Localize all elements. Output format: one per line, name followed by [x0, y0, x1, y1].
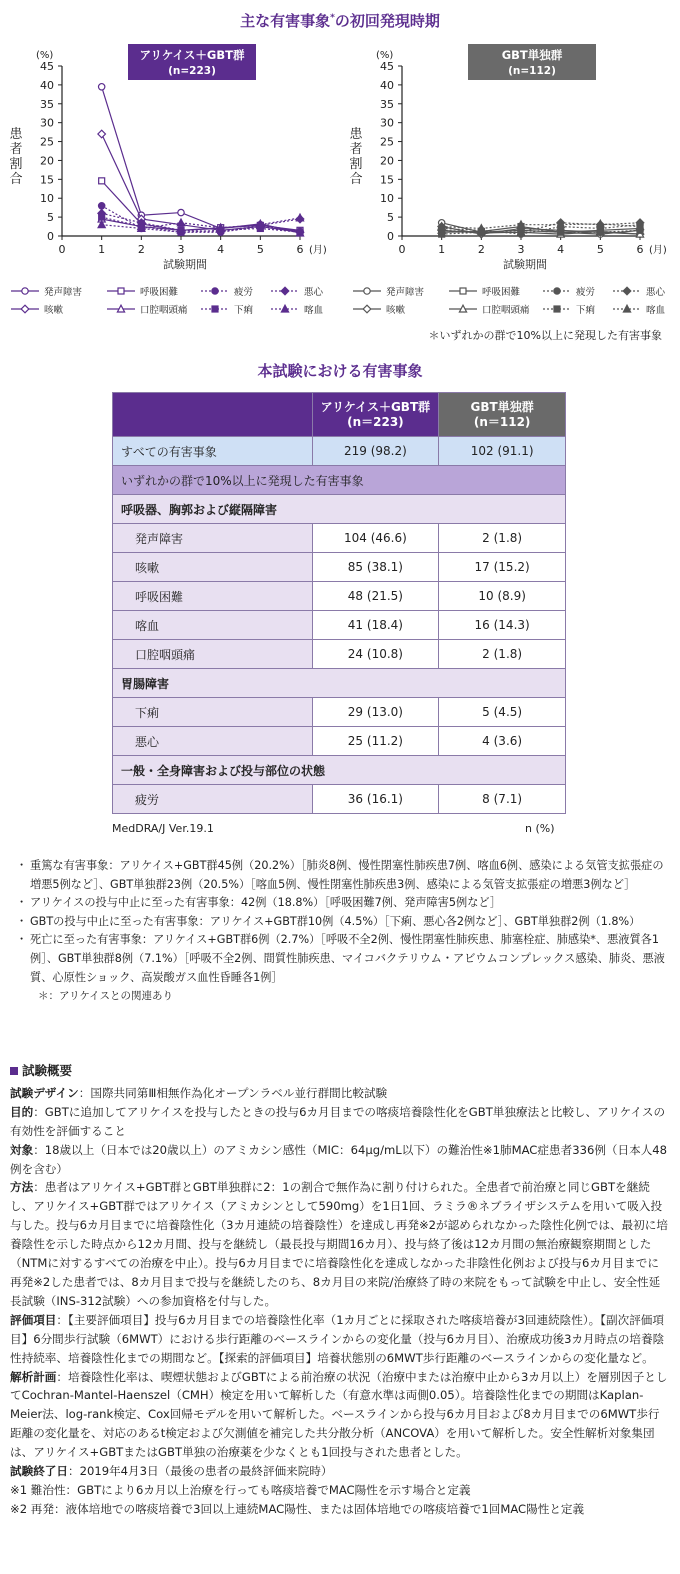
legend-label: 咳嗽 [44, 305, 64, 316]
group-box-n: (n=223) [168, 65, 216, 77]
cell-gbt-alone: 16 (14.3) [439, 611, 566, 640]
x-tick-label: 3 [517, 243, 525, 256]
legend-item [448, 284, 520, 298]
y-tick-label: 25 [40, 135, 54, 149]
data-point [98, 203, 104, 209]
table-category-row [113, 495, 566, 524]
data-point [597, 229, 603, 235]
summary-endpoint: 評価項目：【主要評価項目】投与6カ月目までの培養陰性化率（1カ月ごとに採取された喀痰培養が3回連続陰性）。【副次評価項目】6分間歩行試験（6MWT）における歩行距離のベースラインからの変化量（投与6カ月目）、治療成功後3カ月時点の培養陰性持続率、培養陰性化までの期間など。【探索的評価項目】培養状態別の6MWT歩行距離のベースラインからの変化量など。 [10, 1312, 665, 1365]
x-tick-label: 5 [596, 243, 604, 256]
summary-footnote-2: ※2 再発：液体培地での喀痰培養で3回以上連続MAC陽性、または固体培地での喀痰培養で1回MAC陽性と定義 [10, 1501, 585, 1516]
y-tick-label: 0 [47, 230, 54, 243]
y-tick-label: 30 [380, 116, 394, 130]
legend-combination-group [10, 284, 330, 320]
row-label: 発声障害 [113, 524, 313, 553]
legend-label: 咳嗽 [386, 305, 406, 316]
legend-marker [212, 306, 218, 312]
legend-item [352, 302, 405, 316]
cell-combination: 25 (11.2) [312, 727, 439, 756]
data-point [98, 130, 106, 138]
table-row [113, 698, 566, 727]
cell-gbt-alone: 5 (4.5) [439, 698, 566, 727]
table-row [113, 524, 566, 553]
x-tick-label: 1 [438, 243, 446, 256]
meddra-version: MedDRA/J Ver.19.1 [112, 822, 214, 835]
cell-combination: 41 (18.4) [312, 611, 439, 640]
x-axis-label: 試験期間 [163, 258, 207, 271]
y-tick-label: 20 [40, 154, 54, 168]
chart-combination-group [0, 40, 340, 280]
data-point [177, 219, 184, 226]
legend-label: 発声障害 [386, 287, 425, 298]
note-discontinuation-gbt: ・ GBTの投与中止に至った有害事象：アリケイス+GBT群10例（4.5%）［下痢、悪心各2例など］、GBT単独群2例（1.8%） [18, 913, 670, 932]
legend-label: 発声障害 [44, 287, 83, 298]
y-tick-label: 40 [40, 78, 54, 92]
legend-swatch [106, 303, 136, 315]
summary-subject: 対象：18歳以上（日本では20歳以上）のアミカシン感性（MIC：64μg/mL以下）の難治性※1肺MAC症患者336例（日本人48例を含む） [10, 1142, 668, 1176]
legend-marker [21, 305, 29, 313]
y-unit-label: (%) [36, 50, 54, 61]
table-row [113, 640, 566, 669]
table-corner [113, 393, 313, 437]
y-axis-label-char: 者 [9, 142, 23, 157]
x-tick-label: 6 [296, 243, 304, 256]
legend-item [352, 284, 424, 298]
y-axis-label-char: 合 [9, 172, 23, 187]
y-tick-label: 20 [380, 154, 394, 168]
line-chart-svg [340, 40, 680, 280]
note-discontinuation-arikayce: ・ アリケイスの投与中止に至った有害事象：42例（18.8%）［呼吸困難7例、発声障害5例など］ [18, 894, 670, 913]
group-box-n: (n=112) [508, 65, 556, 77]
legend-swatch [542, 303, 572, 315]
legend-marker [281, 287, 289, 295]
legend-item [270, 284, 323, 298]
y-axis-label-char: 患 [349, 127, 363, 142]
y-axis-label-char: 合 [349, 172, 363, 187]
legend-swatch [352, 303, 382, 315]
x-tick-label: 4 [557, 243, 565, 256]
line-chart-svg [0, 40, 340, 280]
legend-swatch [270, 303, 300, 315]
legend-swatch [200, 285, 230, 297]
table-category-row [113, 669, 566, 698]
legend-item [106, 302, 188, 316]
note-serious-ae: ・ 重篤な有害事象：アリケイス+GBT群45例（20.2%）［肺炎8例、慢性閉塞性肺疾患7例、喀血6例、感染による気管支拡張症の増悪5例など］、GBT単独群23例（20.5%）［喀血5例、慢性閉塞性肺疾患3例、感染による気管支拡張症の増悪3例など］ [18, 857, 670, 894]
legend-label: 口腔咽頭痛 [482, 305, 530, 316]
y-axis-label-char: 割 [9, 157, 23, 172]
data-point [98, 84, 104, 90]
adverse-event-table [112, 392, 566, 814]
x-unit-label: (月) [649, 245, 667, 256]
legend-swatch [542, 285, 572, 297]
legend-item [270, 302, 323, 316]
y-tick-label: 35 [40, 97, 54, 111]
legend-item [106, 284, 178, 298]
category-label: 呼吸器、胸郭および縦隔障害 [113, 495, 566, 524]
y-tick-label: 10 [380, 192, 394, 206]
cell-combination: 104 (46.6) [312, 524, 439, 553]
y-axis-label-char: 割 [349, 157, 363, 172]
cell-combination: 85 (38.1) [312, 553, 439, 582]
y-tick-label: 25 [380, 135, 394, 149]
group-box-title: GBT単独群 [501, 48, 563, 62]
legend-swatch [612, 303, 642, 315]
row-label: 下痢 [113, 698, 313, 727]
x-tick-label: 0 [398, 243, 406, 256]
study-summary [10, 1062, 670, 1519]
summary-footnote-1: ※1 難治性：GBTにより6カ月以上治療を行っても喀痰培養でMAC陽性を示す場合と定義 [10, 1482, 471, 1497]
series-2 [99, 178, 303, 233]
cell-gbt-alone: 17 (15.2) [439, 553, 566, 582]
y-tick-label: 45 [40, 60, 54, 73]
legend-label: 疲労 [234, 287, 254, 298]
cell-combination: 48 (21.5) [312, 582, 439, 611]
legend-item [10, 302, 63, 316]
legend-footnote: ＊いずれかの群で10%以上に発現した有害事象 [428, 329, 662, 342]
data-point [178, 209, 184, 215]
y-tick-label: 10 [40, 192, 54, 206]
row-label: 疲労 [113, 785, 313, 814]
y-axis-label-char: 者 [349, 142, 363, 157]
data-point [297, 229, 303, 235]
category-label: 一般・全身障害および投与部位の状態 [113, 756, 566, 785]
cell-gbt-alone: 10 (8.9) [439, 582, 566, 611]
legend-marker [363, 305, 371, 313]
legend-label: 下痢 [576, 305, 596, 316]
cell-gbt-alone: 4 (3.6) [439, 727, 566, 756]
y-axis-label-char: 患 [9, 127, 23, 142]
legend-label: 口腔咽頭痛 [140, 305, 188, 316]
legend-item [612, 284, 665, 298]
y-unit-label: (%) [376, 50, 394, 61]
y-tick-label: 15 [380, 173, 394, 187]
series-0 [438, 220, 643, 238]
series-3 [98, 215, 304, 236]
header-gbt-alone-group: GBT単独群 (n＝112) [439, 393, 566, 437]
legend-swatch [448, 285, 478, 297]
cell-combination: 36 (16.1) [312, 785, 439, 814]
legend-label: 呼吸困難 [482, 287, 521, 298]
legend-swatch [10, 285, 40, 297]
x-axis-label: 試験期間 [503, 258, 547, 271]
series-line [102, 87, 300, 232]
table-row [113, 727, 566, 756]
table-row [113, 582, 566, 611]
table-row [113, 785, 566, 814]
legend-label: 疲労 [576, 287, 596, 298]
x-tick-label: 3 [177, 243, 185, 256]
legend-item [612, 302, 665, 316]
legend-item [542, 302, 595, 316]
legend-swatch [352, 285, 382, 297]
summary-analysis: 解析計画：培養陰性化率は、喫煙状態およびGBTによる前治療の状況（治療中または治療中止から3カ月以上）を層別因子としてCochran-Mantel-Haenszel（CMH）検定を用いて解析した（有意水準は両側0.05）。培養陰性化までの期間はKaplan-Meier法、log-rank検定、Cox回帰モデルを用いて解析した。ベースラインから投与6カ月目および8カ月目までの6MWT歩行距離の変化量を、対応のあるt検定および欠測値を補完した共分散分析（ANCOVA）を用いて解析した。安全性解析対象集団は、アリケイス+GBTまたはGBT単独の治療薬を少なくとも1回投与された患者とした。 [10, 1369, 668, 1460]
legend-swatch [448, 303, 478, 315]
category-label: 胃腸障害 [113, 669, 566, 698]
row-label: 悪心 [113, 727, 313, 756]
table-row [113, 553, 566, 582]
summary-heading: 試験概要 [10, 1062, 670, 1081]
row-label: 口腔咽頭痛 [113, 640, 313, 669]
note-asterisk: ＊：アリケイスとの関連あり [38, 990, 174, 1003]
onset-title: 主な有害事象*の初回発現時期 [240, 12, 440, 30]
group-box-title: アリケイス＋GBT群 [139, 48, 245, 62]
safety-notes [18, 857, 670, 1006]
x-tick-label: 2 [137, 243, 145, 256]
legend-item [10, 284, 82, 298]
legend-item [200, 284, 253, 298]
summary-method: 方法：患者はアリケイス+GBT群とGBT単独群に2：1の割合で無作為に割り付けられた。全患者で前治療と同じGBTを継続し、アリケイス+GBT群ではアリケイス（アミカシンとして590mg）を1日1回、ラミラ®ネブライザシステムを用いて吸入投与した。投与6カ月目までに培養陰性化（3カ月連続の培養陰性）を達成し再発※2が認められなかった陰性化例では、最初に培養陰性を示した時点から12カ月間、投与を継続し（最長投与期間16カ月）、投与終了後は12カ月間の無治療観察期間とした（NTMに対するすべての治療を中止）。投与6カ月目までに培養陰性化を達成しなかった非陰性化例および投与6カ月目までに再発※2した患者では、8カ月目まで投与を継続したのち、8カ月目の来院/治療終了時の来院をもって試験を中止し、安全性延長試験（INS-312試験）への参加資格を付与した。 [10, 1180, 668, 1308]
y-tick-label: 30 [40, 116, 54, 130]
row-label: 呼吸困難 [113, 582, 313, 611]
legend-label: 呼吸困難 [140, 287, 179, 298]
legend-swatch [612, 285, 642, 297]
table-category-row [113, 756, 566, 785]
table-row-all-ae: すべての有害事象 219 (98.2) 102 (91.1) [113, 437, 566, 466]
legend-label: 悪心 [304, 287, 324, 298]
summary-end-date: 試験終了日：2019年4月3日（最後の患者の最終評価来院時） [10, 1464, 333, 1479]
cell-gbt-alone: 8 (7.1) [439, 785, 566, 814]
cell-gbt-alone: 2 (1.8) [439, 640, 566, 669]
cell-combination: 24 (10.8) [312, 640, 439, 669]
legend-label: 下痢 [234, 305, 254, 316]
table-row [113, 611, 566, 640]
legend-marker [212, 288, 218, 294]
cell-gbt-alone: 2 (1.8) [439, 524, 566, 553]
x-tick-label: 1 [98, 243, 106, 256]
legend-swatch [200, 303, 230, 315]
y-tick-label: 45 [380, 60, 394, 73]
legend-label: 悪心 [646, 287, 666, 298]
legend-marker [118, 288, 124, 294]
legend-marker [22, 288, 28, 294]
data-point [99, 178, 105, 184]
table-row-ten-percent: いずれかの群で10%以上に発現した有害事象 [113, 466, 566, 495]
legend-item [542, 284, 595, 298]
summary-purpose: 目的：GBTに追加してアリケイスを投与したときの投与6カ月目までの喀痰培養陰性化をGBT単独療法と比較し、アリケイスの有効性を評価すること [10, 1104, 666, 1138]
note-death: ・ 死亡に至った有害事象：アリケイス+GBT群6例（2.7%）［呼吸不全2例、慢性閉塞性肺疾患、肺塞栓症、肺感染*、悪液質各1例］、GBT単独群8例（7.1%）［呼吸不全2例、間質性肺疾患、マイコバクテリウム・アビウムコンプレックス感染、肺炎、悪液質、心原性ショック、高炭酸ガス血性昏睡各1例］ [18, 931, 670, 987]
x-tick-label: 6 [636, 243, 644, 256]
table-unit: n (%) [525, 822, 555, 835]
legend-marker [623, 287, 631, 295]
y-tick-label: 35 [380, 97, 394, 111]
cell-combination: 29 (13.0) [312, 698, 439, 727]
legend-gbt-alone-group [352, 284, 672, 320]
legend-label: 喀血 [304, 305, 324, 316]
legend-marker [554, 288, 560, 294]
data-point [558, 229, 564, 235]
summary-design: 試験デザイン：国際共同第Ⅲ相無作為化オープンラベル並行群間比較試験 [10, 1085, 388, 1100]
legend-swatch [270, 285, 300, 297]
legend-item [448, 302, 530, 316]
legend-marker [460, 288, 466, 294]
chart-gbt-alone-group [340, 40, 680, 280]
x-tick-label: 2 [477, 243, 485, 256]
header-combination-group: アリケイス＋GBT群 (n＝223) [312, 393, 439, 437]
x-tick-label: 5 [256, 243, 264, 256]
series-0 [98, 84, 303, 235]
legend-swatch [106, 285, 136, 297]
y-tick-label: 15 [40, 173, 54, 187]
y-tick-label: 5 [47, 211, 54, 225]
x-tick-label: 0 [58, 243, 66, 256]
legend-marker [554, 306, 560, 312]
y-tick-label: 5 [387, 211, 394, 225]
table-title: 本試験における有害事象 [257, 362, 423, 380]
legend-marker [364, 288, 370, 294]
row-label: 喀血 [113, 611, 313, 640]
x-tick-label: 4 [217, 243, 225, 256]
legend-label: 喀血 [646, 305, 666, 316]
row-label: 咳嗽 [113, 553, 313, 582]
y-tick-label: 0 [387, 230, 394, 243]
x-unit-label: (月) [309, 245, 327, 256]
y-tick-label: 40 [380, 78, 394, 92]
legend-swatch [10, 303, 40, 315]
legend-item [200, 302, 253, 316]
